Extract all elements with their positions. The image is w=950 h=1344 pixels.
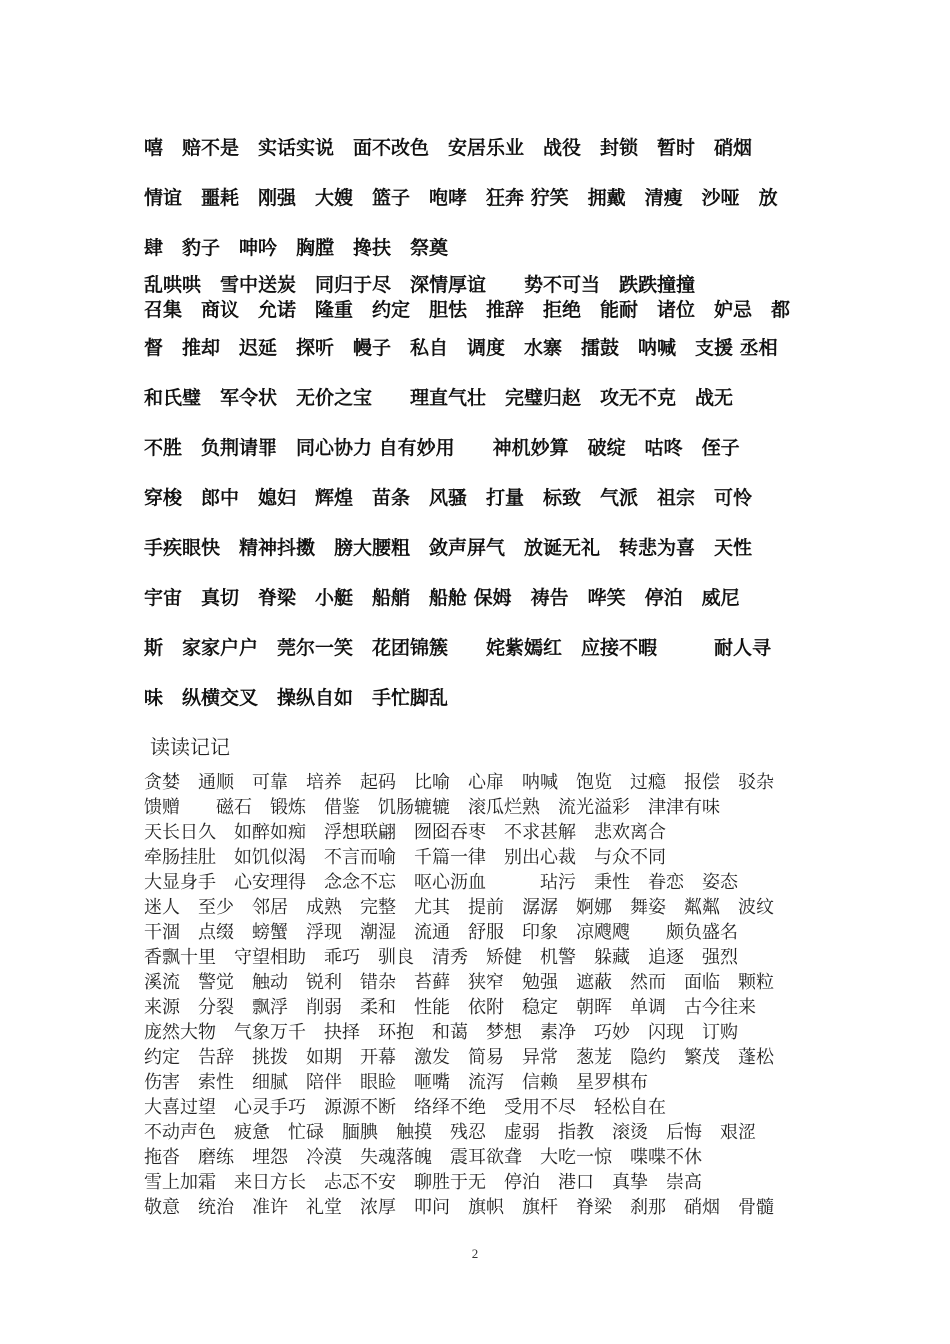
page-number: 2 (471, 1246, 479, 1261)
read-line-6: 迷人 至少 邻居 成熟 完整 尤其 提前 潺潺 婀娜 舞姿 粼粼 波纹 (144, 897, 774, 918)
bold-line-9: 穿梭 郎中 媳妇 辉煌 苗条 风骚 打量 标致 气派 祖宗 可怜 (144, 487, 753, 509)
read-line-12: 约定 告辞 挑拨 如期 开幕 激发 简易 异常 葱茏 隐约 繁茂 蓬松 (144, 1047, 774, 1068)
bold-line-6: 督 推却 迟延 探听 幔子 私自 调度 水寨 擂鼓 呐喊 支援 丞相 (144, 337, 778, 359)
read-line-16: 拖沓 磨练 埋怨 冷漠 失魂落魄 震耳欲聋 大吃一惊 喋喋不休 (144, 1147, 702, 1168)
read-line-3: 天长日久 如醉如痴 浮想联翩 囫囵吞枣 不求甚解 悲欢离合 (144, 822, 666, 843)
read-remember-block (144, 770, 814, 1220)
bold-line-8: 不胜 负荆请罪 同心协力 自有妙用 神机妙算 破绽 咕咚 侄子 (144, 437, 740, 459)
read-line-9: 溪流 警觉 触动 锐利 错杂 苔藓 狭窄 勉强 遮蔽 然而 面临 颗粒 (144, 972, 774, 993)
read-line-18: 敬意 统治 准许 礼堂 浓厚 叩问 旗帜 旗杆 脊梁 刹那 硝烟 骨髓 (144, 1197, 774, 1218)
bold-line-10: 手疾眼快 精神抖擞 膀大腰粗 敛声屏气 放诞无礼 转悲为喜 天性 (144, 537, 753, 559)
read-line-15: 不动声色 疲惫 忙碌 腼腆 触摸 残忍 虚弱 指教 滚烫 后悔 艰涩 (144, 1122, 756, 1143)
bold-line-11: 宇宙 真切 脊梁 小艇 船艄 船舱 保姆 祷告 哗笑 停泊 威尼 (144, 587, 740, 609)
read-line-14: 大喜过望 心灵手巧 源源不断 络绎不绝 受用不尽 轻松自在 (144, 1097, 666, 1118)
read-line-11: 庞然大物 气象万千 抉择 环抱 和蔼 梦想 素净 巧妙 闪现 订购 (144, 1022, 738, 1043)
read-line-13: 伤害 索性 细腻 陪伴 眼睑 咂嘴 流泻 信赖 星罗棋布 (144, 1072, 648, 1093)
read-line-17: 雪上加霜 来日方长 忐忑不安 聊胜于无 停泊 港口 真挚 崇高 (144, 1172, 702, 1193)
bold-line-13: 味 纵横交叉 操纵自如 手忙脚乱 (144, 687, 449, 709)
bold-line-7: 和氏璧 军令状 无价之宝 理直气壮 完璧归赵 攻无不克 战无 (144, 387, 734, 409)
bold-line-5: 召集 商议 允诺 隆重 约定 胆怯 推辞 拒绝 能耐 诸位 妒忌 都 (144, 299, 791, 321)
read-line-1: 贪婪 通顺 可靠 培养 起码 比喻 心扉 呐喊 饱览 过瘾 报偿 驳杂 (144, 772, 774, 793)
bold-line-2: 情谊 噩耗 刚强 大嫂 篮子 咆哮 狂奔 狞笑 拥戴 清瘦 沙哑 放 (144, 187, 778, 209)
bold-line-3: 肆 豹子 呻吟 胸膛 搀扶 祭奠 (144, 237, 449, 259)
read-line-5: 大显身手 心安理得 念念不忘 呕心沥血 玷污 秉性 眷恋 姿态 (144, 872, 738, 893)
read-line-10: 来源 分裂 飘浮 削弱 柔和 性能 依附 稳定 朝晖 单调 古今往来 (144, 997, 756, 1018)
bold-line-1: 嘻 赔不是 实话实说 面不改色 安居乐业 战役 封锁 暂时 硝烟 (144, 137, 753, 159)
bold-line-12: 斯 家家户户 莞尔一笑 花团锦簇 姹紫嫣红 应接不暇 耐人寻 (144, 637, 772, 659)
read-line-2: 馈赠 磁石 锻炼 借鉴 饥肠辘辘 滚瓜烂熟 流光溢彩 津津有味 (144, 797, 720, 818)
bold-line-4: 乱哄哄 雪中送炭 同归于尽 深情厚谊 势不可当 跌跌撞撞 (144, 274, 696, 296)
read-line-4: 牵肠挂肚 如饥似渴 不言而喻 千篇一律 别出心裁 与众不同 (144, 847, 666, 868)
read-line-7: 干涸 点缀 螃蟹 浮现 潮湿 流通 舒服 印象 凉飕飕 颇负盛名 (144, 922, 738, 943)
read-line-8: 香飘十里 守望相助 乖巧 驯良 清秀 矫健 机警 躲藏 追逐 强烈 (144, 947, 738, 968)
section-title: 读读记记 (150, 735, 230, 759)
